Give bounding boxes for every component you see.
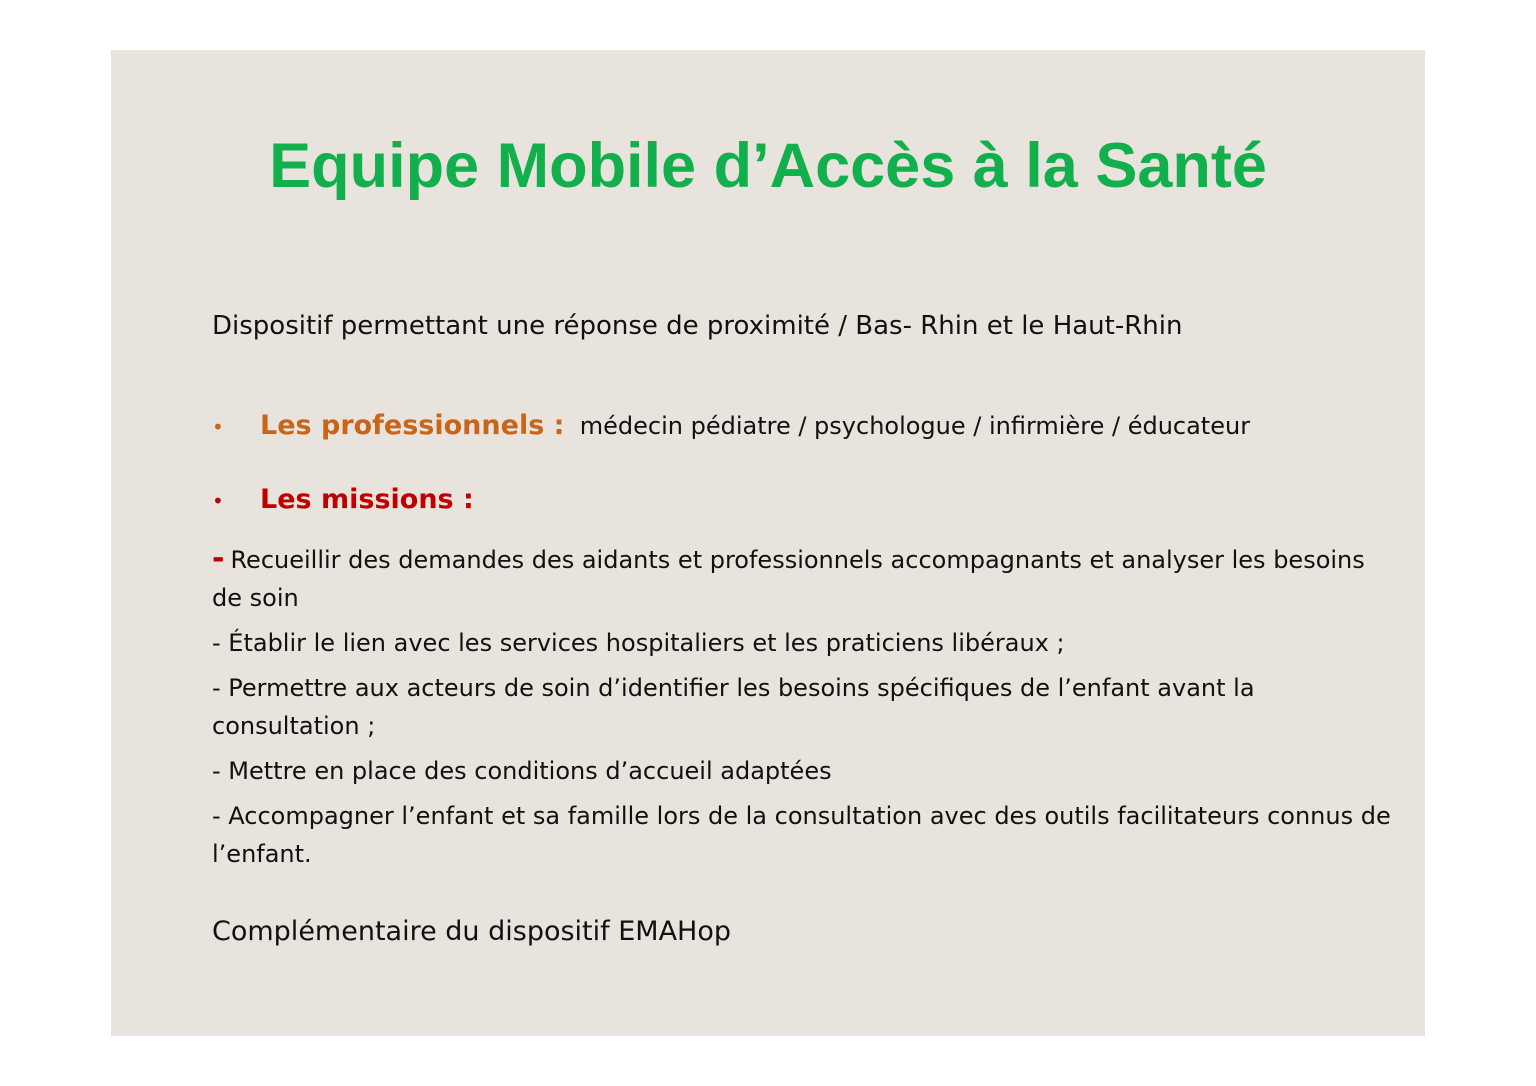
mission-item: - Permettre aux acteurs de soin d’identifier les besoins spécifiques de l’enfant avant la consultation ;	[212, 674, 1255, 740]
missions-label: Les missions :	[260, 484, 474, 515]
mission-item	[212, 540, 1392, 617]
closing-text: Complémentaire du dispositif EMAHop	[212, 916, 732, 947]
missions-list	[212, 540, 1392, 880]
bullet-icon: •	[212, 415, 224, 439]
dash-marker: -	[212, 541, 225, 576]
mission-item: - Établir le lien avec les services hospitaliers et les praticiens libéraux ;	[212, 629, 1065, 657]
missions-heading	[212, 480, 474, 521]
intro-text: Dispositif permettant une réponse de proximité / Bas- Rhin et le Haut-Rhin	[212, 311, 1183, 341]
mission-item: - Mettre en place des conditions d’accueil adaptées	[212, 757, 832, 785]
professionals-text: médecin pédiatre / psychologue / infirmière / éducateur	[579, 412, 1251, 440]
mission-text: Recueillir des demandes des aidants et professionnels accompagnants et analyser les besoins de soin	[212, 546, 1365, 612]
slide-title: Equipe Mobile d’Accès à la Santé	[269, 131, 1267, 201]
slide	[111, 50, 1425, 1036]
mission-item: - Accompagner l’enfant et sa famille lors de la consultation avec des outils facilitateurs connus de l’enfant.	[212, 802, 1391, 868]
professionals-label: Les professionnels :	[260, 410, 565, 441]
professionals-item	[212, 406, 1250, 447]
bullet-icon: •	[212, 489, 224, 513]
